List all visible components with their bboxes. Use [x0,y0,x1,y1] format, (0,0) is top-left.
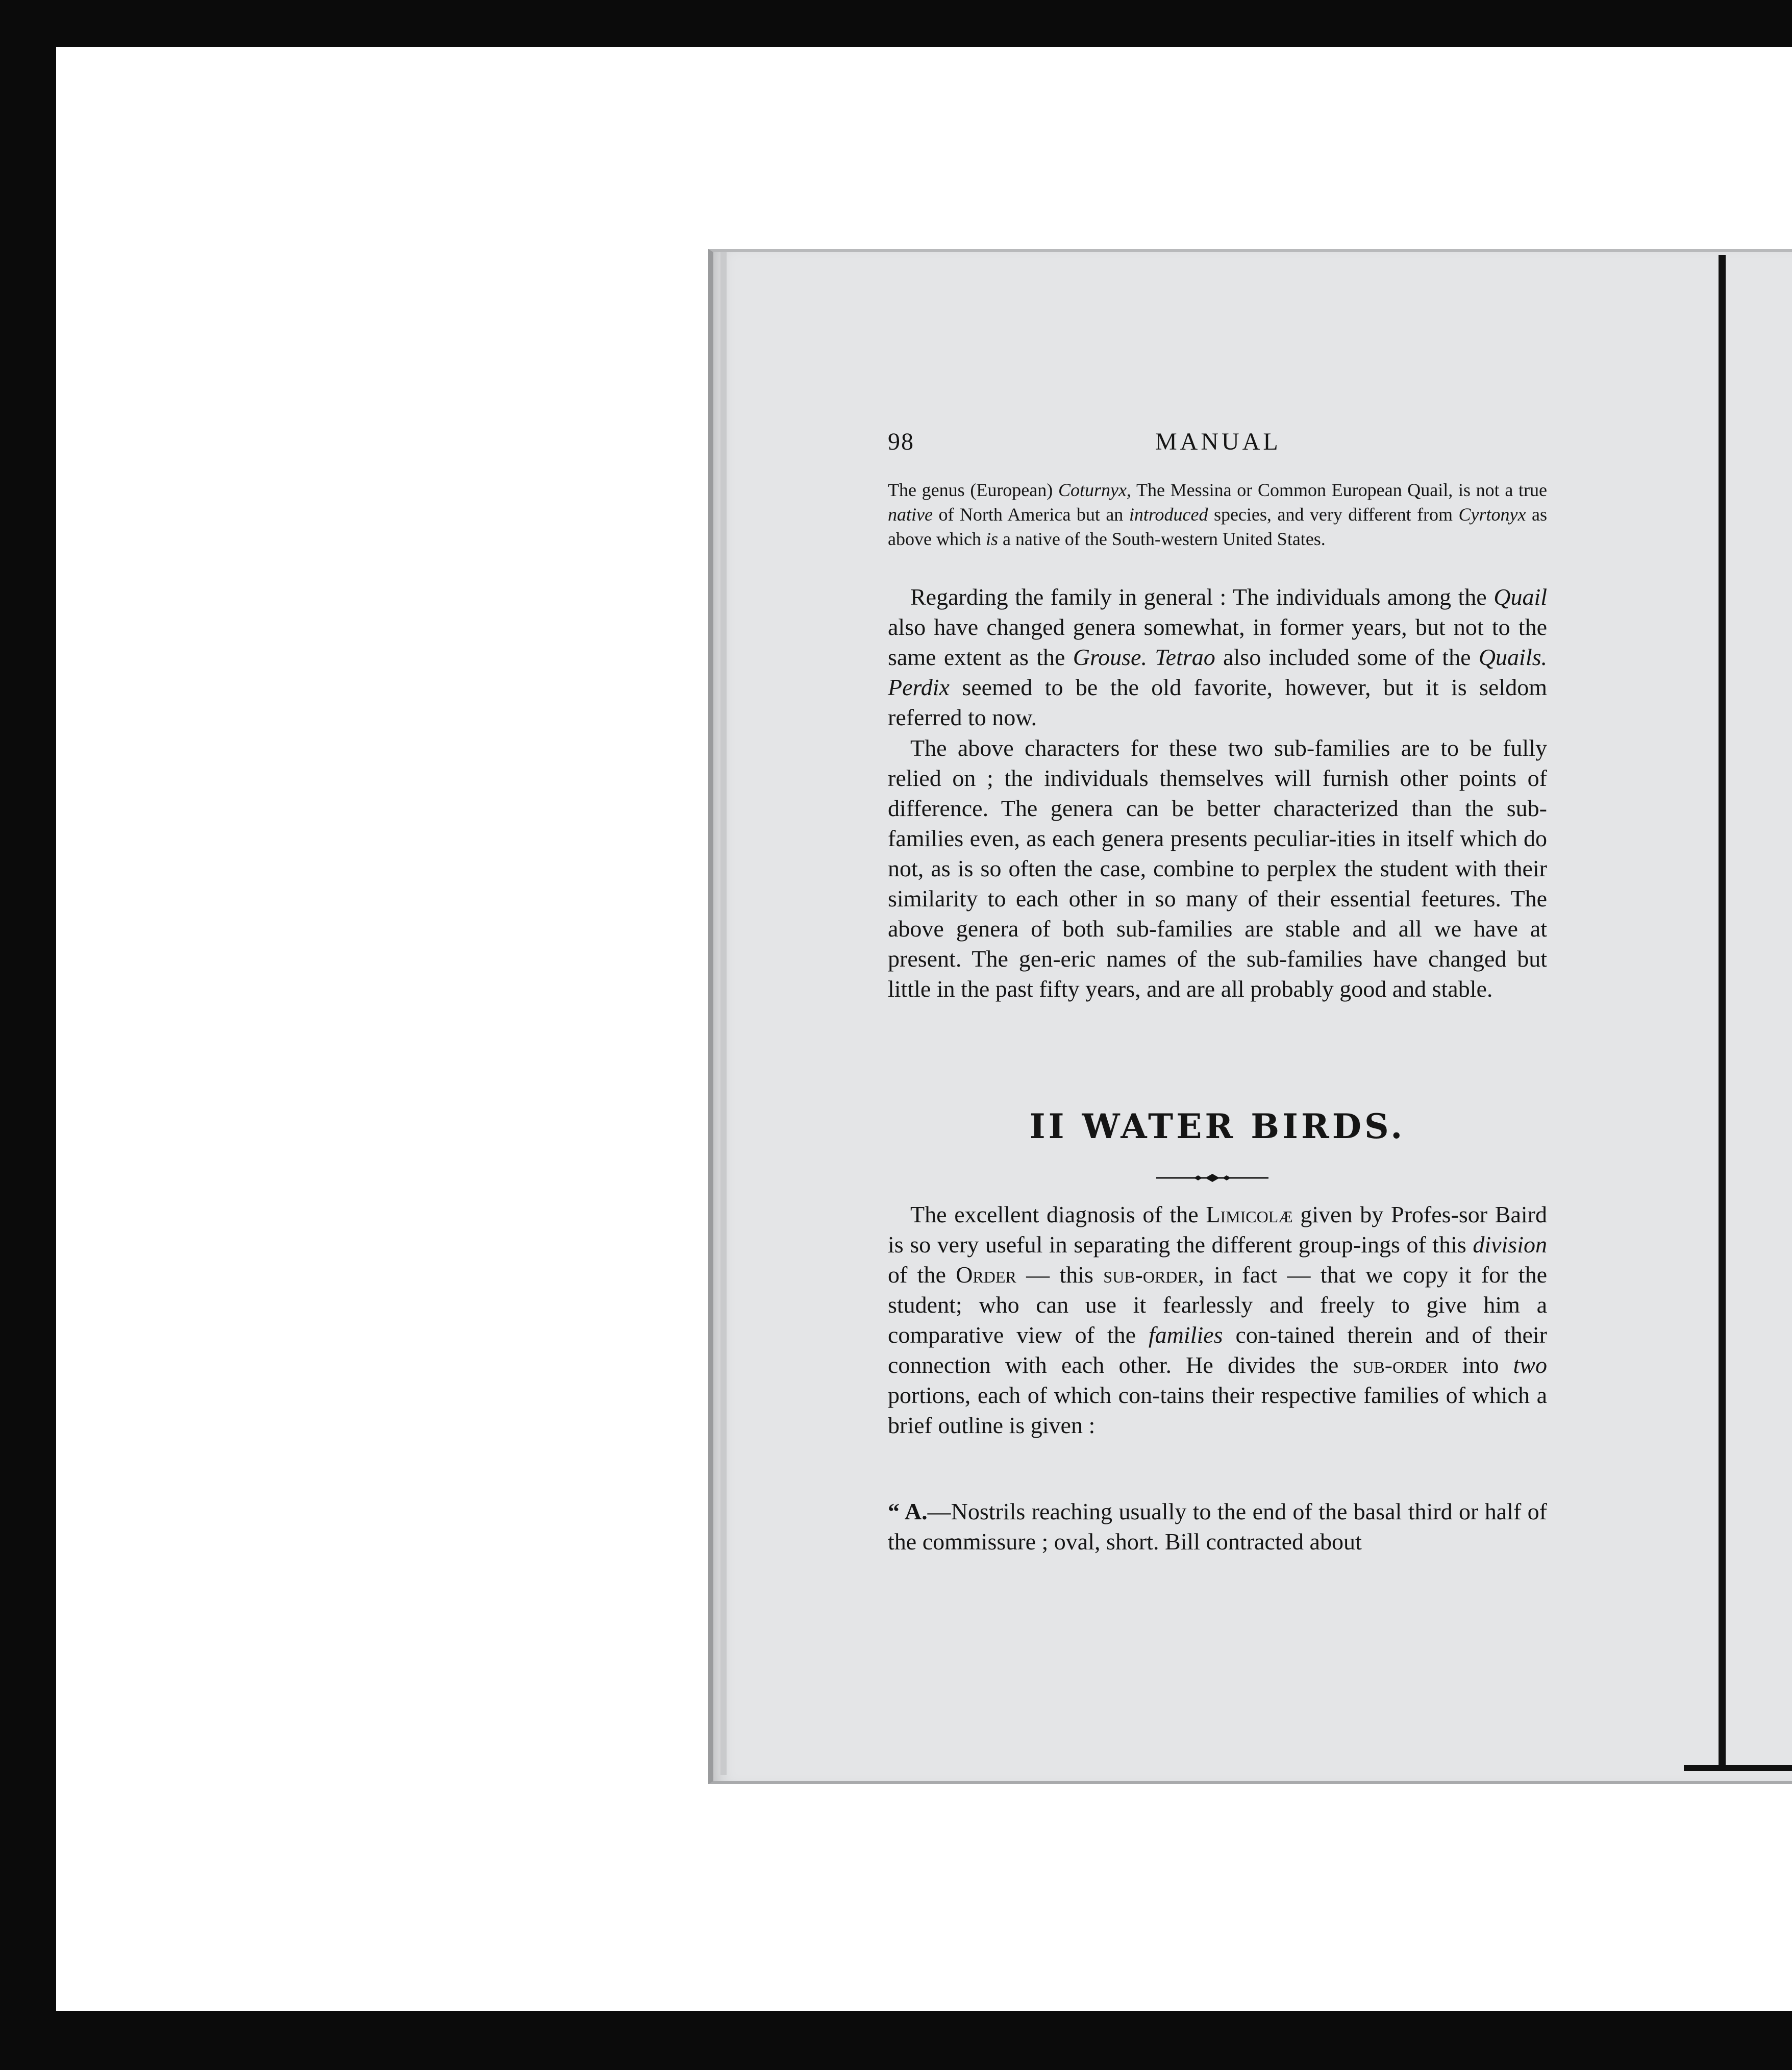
text-run: also included some of the [1215,644,1479,670]
text-run: portions, each of which con-tains their respective families of which a brief outline is given : [888,1382,1547,1438]
italic-run: Tetrao [1155,644,1215,670]
italic-run: two [1513,1352,1547,1378]
paragraph-coturnyx-note [888,478,1547,551]
text-run: also have changed genera somewhat, in former years, but not to the same extent as the [888,614,1547,670]
section-heading: II WATER BIRDS. [1029,1106,1406,1146]
microfilm-frame-top [0,0,1792,47]
text-run: The excellent diagnosis of the [910,1201,1206,1227]
smallcaps-run: sub-order [1353,1352,1448,1378]
text-run: — this [1016,1262,1104,1288]
text-run: The genus (European) [888,480,1058,500]
smallcaps-run: sub-order, [1103,1262,1204,1288]
text-run: a native of the South-western United States. [998,529,1326,549]
facing-page-border [1719,255,1726,1771]
text-run: species, and very different from [1208,504,1459,525]
microfilm-frame-left [0,0,56,2070]
italic-run: division [1473,1231,1547,1258]
text-run: Regarding the family in general : The individuals among the [910,584,1494,610]
text-run: The Messina or Common European Quail, is not a true [1131,480,1547,500]
ornament-divider [1156,1173,1268,1183]
text-run [1147,644,1155,670]
paragraph-family-general [888,582,1547,732]
text-run: given by Profes-sor Baird is so very useful in separating the different group-ings of this [888,1201,1547,1258]
microfilm-frame-bottom [0,2011,1792,2070]
italic-run: Cyrtonyx [1458,504,1526,525]
smallcaps-run: Limicolæ [1206,1201,1293,1227]
paragraph-division-a [888,1496,1547,1557]
page-number: 98 [888,428,914,455]
italic-run: Quail [1494,584,1547,610]
text-run: con-tained therein and of their connection with each other. He divides the [888,1322,1548,1378]
paragraph-characters: The above characters for these two sub-families are to be fully relied on ; the individuals themselves will furnish other points of difference. The genera can be better characterized than the sub-families even, as each genera presents peculiar-ities in itself which do not, as is so often the case, combine to perplex the student with their similarity to each other in so many of their essential feetures. The above genera of both sub-families are stable and all we have at present. The gen-eric names of the sub-families have changed but little in the past fifty years, and are all probably good and stable. [888,735,1547,1002]
text-run: —Nostrils reaching usually to the end of the basal third or half of the commissure ; oval, short. Bill contracted about [888,1498,1547,1555]
microfilm-frame-gap [56,47,66,2011]
smallcaps-run: Order [956,1262,1016,1288]
text-run: of North America but an [932,504,1129,525]
text-run: of the [888,1262,956,1288]
italic-run: Grouse. [1073,644,1147,670]
text-run: as above which [888,504,1547,549]
italic-run: Coturnyx, [1058,480,1131,500]
page-edge [720,252,727,1775]
italic-run: Quails. [1478,644,1548,670]
bold-run: “ A. [888,1498,928,1524]
facing-page-border-bottom [1684,1765,1792,1771]
italic-run: Perdix [888,674,950,700]
italic-run: native [888,504,933,525]
italic-run: families [1148,1322,1223,1348]
italic-run: is [985,529,998,549]
paragraph-limicolae [888,1199,1547,1440]
text-run: seemed to be the old favorite, however, but it is seldom referred to now. [888,674,1547,730]
italic-run: introduced [1129,504,1208,525]
running-title: MANUAL [1155,428,1281,455]
text-run: in fact — that we copy it for the student; who can use it fearlessly and freely to give him a comparative view of the [888,1262,1547,1348]
text-run: into [1448,1352,1513,1378]
running-head [888,428,1547,463]
